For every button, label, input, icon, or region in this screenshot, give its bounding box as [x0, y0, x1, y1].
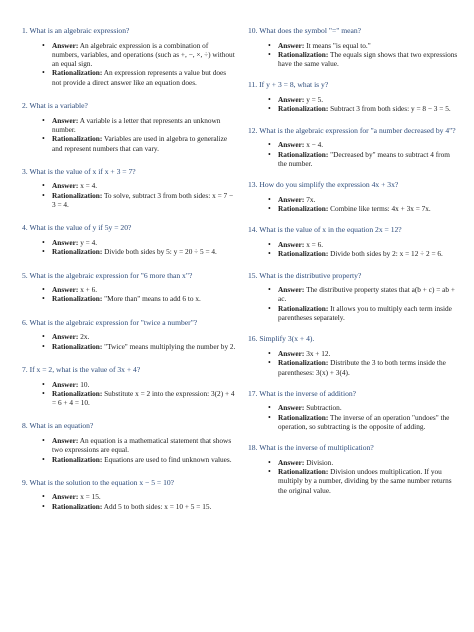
answer-item — [248, 95, 460, 104]
qa-item-6 — [22, 318, 236, 351]
qa-item-12 — [248, 126, 460, 168]
answer-label: Answer: — [52, 40, 79, 50]
answer-item — [248, 140, 460, 149]
rationalization-text: Subtract 3 from both sides: y = 8 − 3 = 5. — [330, 104, 451, 114]
answer-item — [22, 492, 236, 501]
qa-item-1 — [22, 26, 236, 87]
answer-label: Answer: — [278, 285, 305, 295]
answer-label: Answer: — [52, 115, 79, 125]
rationalization-label: Rationalization: — [278, 204, 329, 214]
question: 8. What is an equation? — [22, 421, 94, 431]
answer-label: Answer: — [278, 239, 305, 249]
left-column — [22, 26, 236, 511]
rationalization-text: Add 5 to both sides: x = 10 + 5 = 15. — [103, 501, 212, 511]
answer-label: Answer: — [278, 95, 305, 105]
qa-item-2 — [22, 101, 236, 153]
question: 17. What is the inverse of addition? — [248, 388, 357, 398]
rationalization-text: "Decreased by" means to subtract 4 from the number. — [278, 149, 450, 168]
rationalization-text: Divide both sides by 5: y = 20 ÷ 5 = 4. — [104, 247, 217, 257]
answer-text: Division. — [306, 457, 334, 467]
answer-item — [22, 41, 236, 69]
rationalization-label: Rationalization: — [52, 247, 103, 257]
question: 12. What is the algebraic expression for "a number decreased by 4"? — [248, 125, 456, 135]
rationalization-label: Rationalization: — [278, 49, 329, 59]
answer-text: x − 4. — [306, 140, 324, 150]
rationalization-label: Rationalization: — [278, 104, 329, 114]
answer-label: Answer: — [52, 379, 79, 389]
rationalization-label: Rationalization: — [52, 134, 103, 144]
qa-item-18 — [248, 443, 460, 495]
answer-item — [248, 285, 460, 304]
answer-label: Answer: — [52, 492, 79, 502]
qa-item-7 — [22, 365, 236, 407]
rationalization-item — [22, 134, 236, 153]
answer-label: Answer: — [278, 457, 305, 467]
qa-item-8 — [22, 421, 236, 463]
answer-text: 7x. — [306, 194, 316, 204]
rationalization-text: Distribute the 3 to both terms inside the parentheses: 3(x) + 3(4). — [278, 358, 446, 377]
answer-label: Answer: — [52, 237, 79, 247]
rationalization-item — [22, 342, 236, 351]
answer-text: An equation is a mathematical statement that shows two expressions are equal. — [52, 435, 232, 455]
rationalization-label: Rationalization: — [278, 249, 329, 259]
rationalization-label: Rationalization: — [278, 412, 329, 422]
answer-item — [22, 181, 236, 190]
question: 13. How do you simplify the expression 4x + 3x? — [248, 180, 399, 190]
answer-item — [248, 240, 460, 249]
question: 18. What is the inverse of multiplication? — [248, 443, 374, 453]
rationalization-text: It allows you to multiply each term inside parentheses separately. — [278, 303, 452, 323]
answer-text: x + 6. — [80, 285, 98, 295]
qa-item-3 — [22, 167, 236, 209]
answer-text: It means "is equal to." — [306, 40, 371, 50]
rationalization-label: Rationalization: — [278, 303, 329, 313]
rationalization-label: Rationalization: — [52, 454, 103, 464]
answer-item — [22, 116, 236, 135]
rationalization-text: Division undoes multiplication. If you multiply by a number, dividing by the same number returns the original value. — [278, 467, 452, 495]
qa-item-5 — [22, 271, 236, 304]
rationalization-text: The equals sign shows that two expressions have the same value. — [278, 49, 458, 69]
question: 7. If x = 2, what is the value of 3x + 4? — [22, 364, 141, 374]
rationalization-item — [22, 455, 236, 464]
answer-label: Answer: — [278, 403, 305, 413]
rationalization-text: Substitute x = 2 into the expression: 3(2) + 4 = 6 + 4 = 10. — [52, 388, 235, 408]
qa-item-16 — [248, 334, 460, 376]
question: 15. What is the distributive property? — [248, 270, 362, 280]
rationalization-text: An expression represents a value but does not provide a direct answer like an equation does. — [52, 68, 227, 87]
rationalization-label: Rationalization: — [52, 388, 103, 398]
answer-item — [22, 436, 236, 455]
answer-text: 2x. — [80, 332, 90, 342]
rationalization-item — [22, 502, 236, 511]
rationalization-item — [248, 50, 460, 69]
question: 14. What is the value of x in the equation 2x = 12? — [248, 225, 402, 235]
answer-text: y = 4. — [80, 237, 98, 247]
answer-text: An algebraic expression is a combination of numbers, variables, and operations (such as +, −, ×, ÷) without an equal sign. — [52, 40, 235, 69]
rationalization-text: Equations are used to find unknown values. — [104, 454, 232, 464]
rationalization-label: Rationalization: — [52, 190, 103, 200]
answer-text: x = 15. — [80, 492, 101, 502]
rationalization-item — [248, 413, 460, 432]
rationalization-item — [248, 358, 460, 377]
answer-text: x = 6. — [306, 239, 324, 249]
qa-item-4 — [22, 223, 236, 256]
answer-text: 3x + 12. — [306, 348, 331, 358]
answer-item — [22, 238, 236, 247]
answer-label: Answer: — [52, 285, 79, 295]
question: 10. What does the symbol "=" mean? — [248, 26, 362, 35]
answer-text: 10. — [80, 379, 90, 389]
answer-item — [22, 332, 236, 341]
question: 3. What is the value of x if x + 3 = 7? — [22, 166, 136, 176]
question: 5. What is the algebraic expression for "6 more than x"? — [22, 270, 193, 280]
answer-label: Answer: — [278, 348, 305, 358]
rationalization-label: Rationalization: — [278, 467, 329, 477]
rationalization-item — [248, 150, 460, 169]
rationalization-text: Divide both sides by 2: x = 12 ÷ 2 = 6. — [330, 249, 443, 259]
question: 1. What is an algebraic expression? — [22, 26, 130, 35]
answer-label: Answer: — [278, 40, 305, 50]
rationalization-label: Rationalization: — [52, 294, 103, 304]
qa-item-17 — [248, 389, 460, 431]
answer-item — [248, 349, 460, 358]
rationalization-item — [22, 294, 236, 303]
question: 11. If y + 3 = 8, what is y? — [248, 80, 329, 90]
question: 6. What is the algebraic expression for "twice a number"? — [22, 317, 198, 327]
rationalization-item — [22, 389, 236, 408]
answer-text: A variable is a letter that represents an unknown number. — [52, 115, 221, 134]
question: 9. What is the solution to the equation x − 5 = 10? — [22, 477, 175, 487]
rationalization-label: Rationalization: — [278, 358, 329, 368]
answer-item — [22, 380, 236, 389]
rationalization-label: Rationalization: — [52, 501, 103, 511]
rationalization-text: Variables are used in algebra to generalize and represent numbers that can vary. — [52, 134, 228, 153]
answer-item — [248, 195, 460, 204]
question: 4. What is the value of y if 5y = 20? — [22, 223, 132, 233]
answer-item — [22, 285, 236, 294]
answer-item — [248, 458, 460, 467]
answer-text: Subtraction. — [306, 403, 342, 413]
rationalization-item — [22, 191, 236, 210]
rationalization-item — [248, 249, 460, 258]
rationalization-text: Combine like terms: 4x + 3x = 7x. — [330, 204, 431, 214]
rationalization-label: Rationalization: — [278, 149, 329, 159]
rationalization-item — [248, 204, 460, 213]
rationalization-label: Rationalization: — [52, 341, 103, 351]
rationalization-text: "More than" means to add 6 to x. — [104, 294, 201, 304]
right-column — [248, 26, 460, 495]
rationalization-label: Rationalization: — [52, 68, 103, 78]
answer-label: Answer: — [278, 194, 305, 204]
rationalization-item — [22, 68, 236, 87]
qa-item-13 — [248, 180, 460, 213]
answer-label: Answer: — [278, 140, 305, 150]
rationalization-item — [248, 304, 460, 323]
rationalization-text: The inverse of an operation "undoes" the operation, so subtracting is the opposite of adding. — [278, 412, 450, 431]
answer-label: Answer: — [52, 181, 79, 191]
rationalization-text: "Twice" means multiplying the number by 2. — [104, 341, 236, 351]
answer-text: x = 4. — [80, 181, 98, 191]
qa-item-15 — [248, 271, 460, 323]
rationalization-item — [22, 247, 236, 256]
question: 2. What is a variable? — [22, 101, 88, 111]
qa-item-14 — [248, 225, 460, 258]
answer-label: Answer: — [52, 435, 79, 445]
answer-text: y = 5. — [306, 95, 324, 105]
rationalization-item — [248, 467, 460, 495]
answer-text: The distributive property states that a(b + c) = ab + ac. — [278, 285, 455, 304]
answer-item — [248, 403, 460, 412]
qa-item-11 — [248, 80, 460, 113]
answer-item — [248, 41, 460, 50]
rationalization-item — [248, 104, 460, 113]
qa-item-10 — [248, 26, 460, 68]
question: 16. Simplify 3(x + 4). — [248, 334, 315, 344]
rationalization-text: To solve, subtract 3 from both sides: x = 7 − 3 = 4. — [52, 190, 234, 210]
qa-item-9 — [22, 478, 236, 511]
answer-label: Answer: — [52, 332, 79, 342]
